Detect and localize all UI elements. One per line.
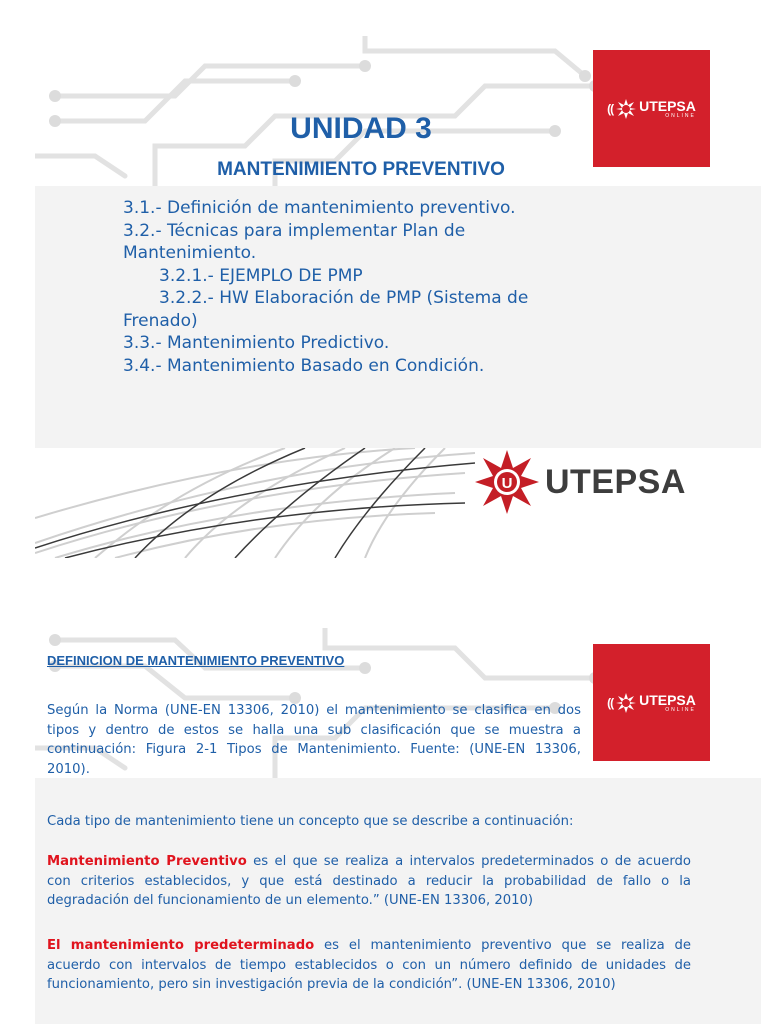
paragraph-intro: Cada tipo de mantenimiento tiene un concepto que se describe a continuación: <box>47 814 574 829</box>
wire-globe-graphic <box>35 448 475 558</box>
toc-subitem: 3.2.2.- HW Elaboración de PMP (Sistema de <box>159 288 529 308</box>
toc-item: 3.2.- Técnicas para implementar Plan de <box>123 220 466 241</box>
footer-logo-word: UTEPSA <box>545 462 686 501</box>
term-preventive: Mantenimiento Preventivo <box>47 854 247 869</box>
utepsa-online-logo <box>593 50 710 167</box>
star-emblem-icon <box>616 693 636 713</box>
toc-item: 3.3.- Mantenimiento Predictivo. <box>123 333 390 353</box>
term-predetermined: El mantenimiento predeterminado <box>47 938 315 953</box>
signal-waves-icon: (( <box>607 695 614 710</box>
signal-waves-icon: (( <box>607 101 614 116</box>
unit-title: UNIDAD 3 <box>290 112 432 145</box>
paragraph-preventive <box>47 852 691 911</box>
definition-predetermined: es el mantenimiento preventivo que se realiza de acuerdo con intervalos de tiempo establecidos o con un número definido de unidades de funcionamiento, pero sin investigación previa de la condición”. (UNE-EN 13306, 2010) <box>47 938 691 992</box>
star-emblem-icon <box>475 450 539 514</box>
logo-sub: ONLINE <box>665 112 696 119</box>
toc-item: 3.4.- Mantenimiento Basado en Condición. <box>123 355 485 376</box>
unit-subtitle: MANTENIMIENTO PREVENTIVO <box>217 159 505 180</box>
toc-item: Mantenimiento. <box>123 243 257 263</box>
slide-unit-3 <box>35 36 761 558</box>
paragraph-predetermined <box>47 936 691 995</box>
slide-definition <box>35 628 761 1024</box>
utepsa-online-logo <box>593 644 710 761</box>
definition-preventive: es el que se realiza a intervalos predeterminados o de acuerdo con criterios establecidos, y que está destinado a reducir la probabilidad de fallo o la degradación del funcionamiento de un elemento.” (UNE-EN 13306, 2010) <box>47 854 691 908</box>
toc-item: 3.1.- Definición de mantenimiento preventivo. <box>123 198 516 218</box>
utepsa-footer-logo <box>475 450 686 514</box>
logo-word: UTEPSA <box>639 691 696 708</box>
logo-sub: ONLINE <box>665 706 696 713</box>
paragraph-norma: Según la Norma (UNE-EN 13306, 2010) el mantenimiento se clasifica en dos tipos y dentro de estos se halla una sub clasificación que se muestra a continuación: Figura 2-1 Tipos de Mantenimiento. Fuente: (UNE-EN 13306, 2010). <box>47 703 581 777</box>
toc-item: Frenado) <box>123 310 198 331</box>
table-of-contents <box>123 197 603 377</box>
toc-subitem: 3.2.1.- EJEMPLO DE PMP <box>159 265 363 286</box>
section-heading: DEFINICION DE MANTENIMIENTO PREVENTIVO <box>47 653 345 668</box>
svg-text:U: U <box>501 475 513 492</box>
logo-word: UTEPSA <box>639 97 696 114</box>
